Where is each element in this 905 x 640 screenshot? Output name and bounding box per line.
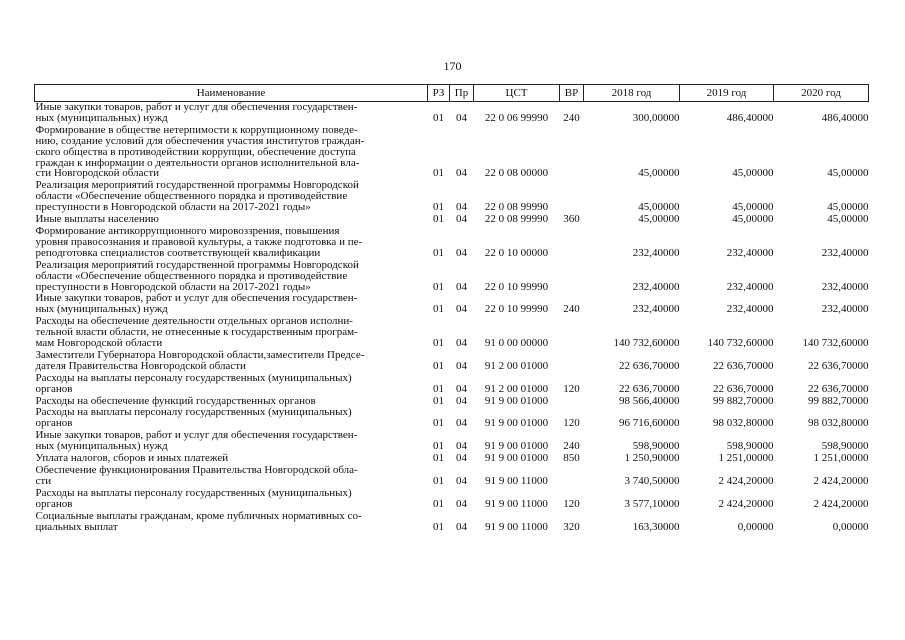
cell-pr: 04 <box>456 213 467 226</box>
name-line: области «Обеспечение общественного порядка и противодействие <box>35 269 348 282</box>
cell-2019: 140 732,60000 <box>707 337 774 350</box>
name-line: ных (муниципальных) нужд <box>35 111 168 124</box>
cell-2019: 45,00000 <box>732 213 774 226</box>
name-line: Социальные выплаты гражданам, кроме публичных нормативных со- <box>35 509 362 522</box>
name-line: нию, создание условий для обеспечения участия институтов граждан- <box>35 134 365 147</box>
cell-2020: 140 732,60000 <box>802 337 869 350</box>
cell-pr: 04 <box>456 394 467 407</box>
cell-vr <box>560 465 584 488</box>
table-row <box>35 293 869 316</box>
cell-name <box>35 511 428 534</box>
cell-rz: 01 <box>433 167 444 180</box>
name-line: Формирование в обществе нетерпимости к коррупционному поведе- <box>35 123 358 136</box>
name-line: Иные закупки товаров, работ и услуг для обеспечения государствен- <box>35 429 358 442</box>
cell-cst: 22 0 08 99990 <box>484 213 549 226</box>
cell-name <box>35 125 428 181</box>
table-row <box>35 465 869 488</box>
name-line: Иные закупки товаров, работ и услуг для обеспечения государствен- <box>35 101 358 113</box>
cell-vr: 850 <box>563 452 580 465</box>
cell-2018: 3 740,50000 <box>624 474 680 487</box>
name-line: сти Новгородской области <box>35 167 160 180</box>
cell-2020: 486,40000 <box>821 111 869 124</box>
cell-rz: 01 <box>433 417 444 430</box>
cell-2018: 22 636,70000 <box>619 359 680 372</box>
table-row <box>35 102 869 125</box>
header-2020: 2020 год <box>774 85 869 102</box>
name-line: Реализация мероприятий государственной программы Новгородской <box>35 179 359 192</box>
name-line: ных (муниципальных) нужд <box>35 440 168 453</box>
cell-2018: 232,40000 <box>632 303 680 316</box>
cell-rz: 01 <box>433 452 444 465</box>
table-row <box>35 226 869 260</box>
budget-table <box>34 84 869 533</box>
cell-rz: 01 <box>433 359 444 372</box>
name-line: уровня правосознания и правовой культуры, а также подготовка и пе- <box>35 235 363 248</box>
cell-vr <box>560 180 584 214</box>
cell-2020: 98 032,80000 <box>808 417 869 430</box>
table-header-row <box>35 85 869 102</box>
cell-name <box>35 316 428 350</box>
cell-2019: 2 424,20000 <box>718 497 774 510</box>
cell-rz: 01 <box>433 303 444 316</box>
cell-name <box>35 373 428 396</box>
name-line: ского общества в противодействии коррупции, обеспечение доступа <box>35 145 356 158</box>
header-2018: 2018 год <box>584 85 680 102</box>
cell-rz: 01 <box>433 201 444 214</box>
cell-2018: 598,90000 <box>632 440 680 453</box>
name-line: преступности в Новгородской области на 2017-2021 годы» <box>35 201 311 214</box>
header-name: Наименование <box>35 85 428 102</box>
name-line: мам Новгородской области <box>35 337 163 350</box>
cell-rz: 01 <box>433 474 444 487</box>
cell-rz: 01 <box>433 280 444 293</box>
name-line: циальных выплат <box>35 520 118 533</box>
cell-2019: 1 251,00000 <box>718 452 774 465</box>
table-row <box>35 180 869 214</box>
cell-rz: 01 <box>433 337 444 350</box>
cell-2020: 22 636,70000 <box>808 382 869 395</box>
name-line: органов <box>35 382 73 395</box>
cell-vr: 240 <box>563 303 580 316</box>
table-row <box>35 407 869 430</box>
cell-2019: 45,00000 <box>732 201 774 214</box>
name-line: граждан к информации о деятельности органов исполнительной вла- <box>35 156 360 169</box>
name-line: Расходы на выплаты персоналу государственных (муниципальных) <box>35 371 352 384</box>
cell-cst: 91 2 00 01000 <box>484 359 549 372</box>
name-line: преступности в Новгородской области на 2017-2021 годы» <box>35 280 311 293</box>
name-line: Расходы на выплаты персоналу государственных (муниципальных) <box>35 486 352 499</box>
cell-name <box>35 350 428 373</box>
cell-pr: 04 <box>456 167 467 180</box>
cell-cst: 22 0 06 99990 <box>484 111 549 124</box>
cell-rz: 01 <box>433 394 444 407</box>
cell-2019: 232,40000 <box>726 280 774 293</box>
cell-cst: 22 0 08 00000 <box>484 167 549 180</box>
cell-vr: 240 <box>563 440 580 453</box>
cell-2018: 45,00000 <box>638 213 680 226</box>
cell-rz: 01 <box>433 520 444 533</box>
cell-2018: 1 250,90000 <box>624 452 680 465</box>
cell-pr: 04 <box>456 111 467 124</box>
table-row <box>35 125 869 181</box>
cell-2020: 232,40000 <box>821 246 869 259</box>
cell-rz: 01 <box>433 213 444 226</box>
cell-2018: 96 716,60000 <box>619 417 680 430</box>
cell-pr: 04 <box>456 382 467 395</box>
header-2019: 2019 год <box>680 85 774 102</box>
cell-2019: 99 882,70000 <box>713 394 774 407</box>
cell-2018: 3 577,10000 <box>624 497 680 510</box>
cell-2019: 45,00000 <box>732 167 774 180</box>
cell-2020: 2 424,20000 <box>813 497 869 510</box>
table-row <box>35 260 869 294</box>
name-line: Уплата налогов, сборов и иных платежей <box>35 452 229 465</box>
cell-vr <box>560 396 584 408</box>
cell-pr: 04 <box>456 201 467 214</box>
cell-pr: 04 <box>456 280 467 293</box>
name-line: органов <box>35 417 73 430</box>
header-cst: ЦСТ <box>474 85 560 102</box>
table-row <box>35 316 869 350</box>
cell-vr: 240 <box>563 111 580 124</box>
cell-vr: 120 <box>563 382 580 395</box>
cell-pr: 04 <box>456 474 467 487</box>
cell-name <box>35 293 428 316</box>
cell-name <box>35 102 428 125</box>
cell-2019: 22 636,70000 <box>713 382 774 395</box>
cell-name <box>35 488 428 511</box>
cell-cst: 91 9 00 01000 <box>484 440 549 453</box>
cell-2019: 232,40000 <box>726 246 774 259</box>
cell-rz: 01 <box>433 111 444 124</box>
page-number: 170 <box>443 59 462 73</box>
cell-2020: 232,40000 <box>821 280 869 293</box>
cell-2019: 22 636,70000 <box>713 359 774 372</box>
cell-2018: 140 732,60000 <box>613 337 680 350</box>
cell-rz: 01 <box>433 246 444 259</box>
name-line: Иные закупки товаров, работ и услуг для обеспечения государствен- <box>35 292 358 305</box>
cell-vr <box>560 125 584 181</box>
cell-rz: 01 <box>433 440 444 453</box>
cell-vr <box>560 316 584 350</box>
cell-2020: 22 636,70000 <box>808 359 869 372</box>
cell-rz: 01 <box>433 497 444 510</box>
cell-2020: 2 424,20000 <box>813 474 869 487</box>
name-line: ных (муниципальных) нужд <box>35 303 168 316</box>
name-line: реподготовка специалистов соответствующей квалификации <box>35 246 321 259</box>
cell-2019: 0,00000 <box>737 520 774 533</box>
name-line: органов <box>35 497 73 510</box>
cell-name <box>35 180 428 214</box>
cell-cst: 91 9 00 11000 <box>485 520 548 533</box>
cell-vr <box>560 226 584 260</box>
cell-rz: 01 <box>433 382 444 395</box>
cell-cst: 91 2 00 01000 <box>484 382 549 395</box>
cell-name <box>35 407 428 430</box>
table-row <box>35 430 869 453</box>
cell-vr: 320 <box>563 520 580 533</box>
cell-2020: 45,00000 <box>827 213 869 226</box>
name-line: тельной власти области, не отнесенные к государственным програм- <box>35 326 358 339</box>
cell-cst: 91 0 00 00000 <box>484 337 549 350</box>
name-line: Заместители Губернатора Новгородской области,заместители Предсе- <box>35 348 365 361</box>
cell-2020: 45,00000 <box>827 201 869 214</box>
cell-vr: 120 <box>563 417 580 430</box>
cell-2020: 45,00000 <box>827 167 869 180</box>
cell-pr: 04 <box>456 337 467 350</box>
name-line: дателя Правительства Новгородской области <box>35 359 246 372</box>
header-pr: Пр <box>450 85 474 102</box>
table-row <box>35 373 869 396</box>
cell-pr: 04 <box>456 452 467 465</box>
name-line: Реализация мероприятий государственной программы Новгородской <box>35 258 359 271</box>
table-row <box>35 511 869 534</box>
cell-2020: 598,90000 <box>821 440 869 453</box>
name-line: Расходы на выплаты персоналу государственных (муниципальных) <box>35 406 352 419</box>
cell-2018: 232,40000 <box>632 246 680 259</box>
cell-2019: 486,40000 <box>726 111 774 124</box>
cell-2018: 45,00000 <box>638 167 680 180</box>
cell-cst: 22 0 10 99990 <box>484 280 549 293</box>
cell-cst: 91 9 00 11000 <box>485 474 548 487</box>
cell-2018: 22 636,70000 <box>619 382 680 395</box>
cell-2020: 99 882,70000 <box>808 394 869 407</box>
cell-2018: 300,00000 <box>632 111 680 124</box>
cell-pr: 04 <box>456 497 467 510</box>
cell-cst: 91 9 00 01000 <box>484 394 549 407</box>
cell-name <box>35 465 428 488</box>
cell-pr: 04 <box>456 440 467 453</box>
cell-vr <box>560 260 584 294</box>
cell-cst: 91 9 00 11000 <box>485 497 548 510</box>
cell-pr: 04 <box>456 303 467 316</box>
name-line: Расходы на обеспечение функций государственных органов <box>35 394 316 407</box>
cell-name <box>35 260 428 294</box>
cell-2018: 163,30000 <box>632 520 680 533</box>
cell-pr: 04 <box>456 520 467 533</box>
cell-cst: 22 0 10 99990 <box>484 303 549 316</box>
cell-pr: 04 <box>456 246 467 259</box>
name-line: Обеспечение функционирования Правительства Новгородской обла- <box>35 464 358 476</box>
name-line: Формирование антикоррупционного мировоззрения, повышения <box>35 224 340 237</box>
name-line: сти <box>35 474 52 487</box>
cell-cst: 22 0 08 99990 <box>484 201 549 214</box>
header-vr: ВР <box>560 85 584 102</box>
cell-cst: 91 9 00 01000 <box>484 452 549 465</box>
name-line: Расходы на обеспечение деятельности отдельных органов исполни- <box>35 315 353 328</box>
cell-2020: 1 251,00000 <box>813 452 869 465</box>
cell-vr: 120 <box>563 497 580 510</box>
cell-2018: 45,00000 <box>638 201 680 214</box>
cell-2019: 2 424,20000 <box>718 474 774 487</box>
table-row <box>35 350 869 373</box>
cell-2018: 232,40000 <box>632 280 680 293</box>
cell-vr: 360 <box>563 213 580 226</box>
cell-2020: 232,40000 <box>821 303 869 316</box>
cell-name <box>35 430 428 453</box>
header-rz: РЗ <box>428 85 450 102</box>
cell-2019: 98 032,80000 <box>713 417 774 430</box>
cell-2020: 0,00000 <box>832 520 869 533</box>
name-line: Иные выплаты населению <box>35 213 159 226</box>
cell-pr: 04 <box>456 417 467 430</box>
name-line: области «Обеспечение общественного порядка и противодействие <box>35 190 348 203</box>
cell-name <box>35 226 428 260</box>
cell-pr: 04 <box>456 359 467 372</box>
cell-2019: 232,40000 <box>726 303 774 316</box>
cell-cst: 22 0 10 00000 <box>484 246 549 259</box>
cell-2018: 98 566,40000 <box>619 394 680 407</box>
table-row <box>35 488 869 511</box>
cell-cst: 91 9 00 01000 <box>484 417 549 430</box>
table-body <box>35 102 869 534</box>
cell-vr <box>560 350 584 373</box>
cell-2019: 598,90000 <box>726 440 774 453</box>
